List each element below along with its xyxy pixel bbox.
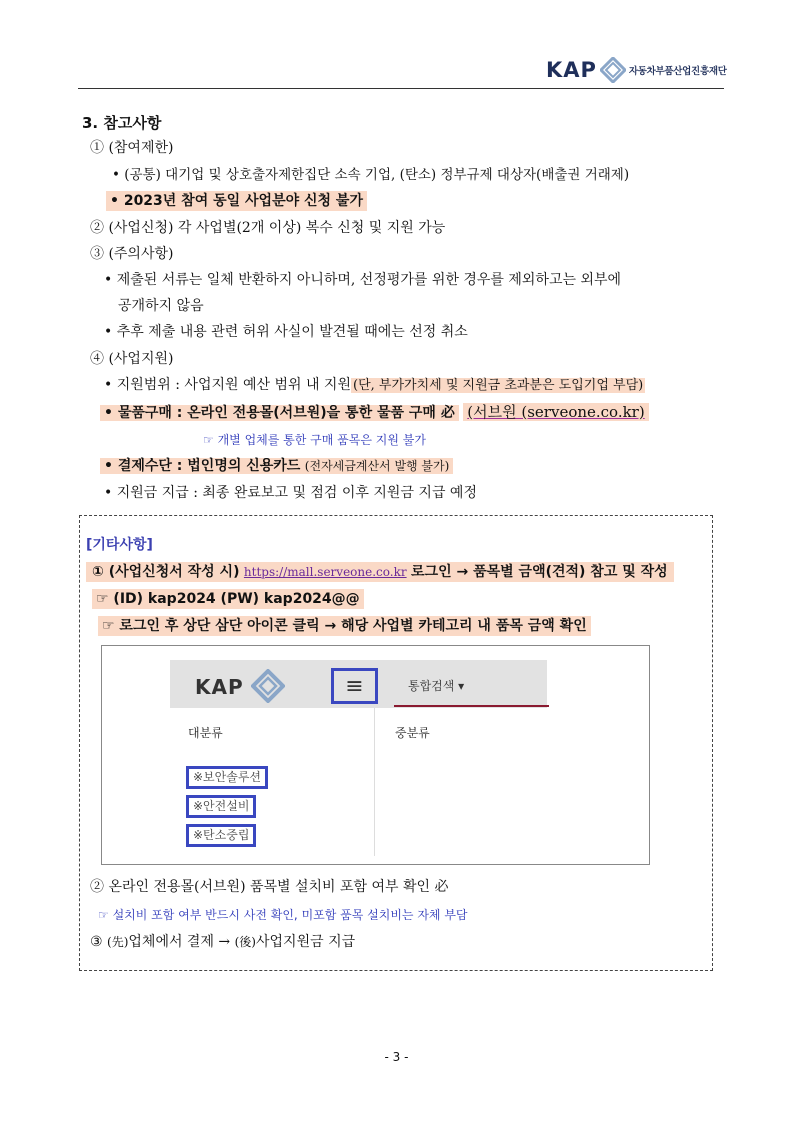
item4-label: ④ (사업지원) — [90, 351, 174, 367]
step3-end: 사업지원금 지급 — [256, 934, 356, 950]
item3-bullet1-b: 공개하지 않음 — [118, 298, 204, 314]
header-divider — [78, 88, 724, 89]
page-number: - 3 - — [384, 1050, 409, 1064]
login-tip: ☞ 로그인 후 상단 삼단 아이콘 클릭 → 해당 사업별 카테고리 내 품목 금액 확인 — [98, 616, 591, 636]
purchase-bold: • 물품구매 : 온라인 전용몰(서브원)을 통한 물품 구매 必 — [100, 405, 459, 421]
item1-bullet1: • (공통) 대기업 및 상호출자제한집단 소속 기업, (탄소) 정부규제 대상자(배출권 거래제) — [112, 167, 630, 183]
purchase-line — [100, 402, 649, 423]
box-title: [기타사항] — [86, 537, 153, 553]
mall-logo-diamond-icon — [251, 669, 285, 703]
category-carbon[interactable]: ※탄소중립 — [186, 824, 256, 847]
item3-bullet1-a: • 제출된 서류는 일체 반환하지 아니하며, 선정평가를 위한 경우를 제외하고는 외부에 — [104, 272, 622, 288]
item2: ② (사업신청) 각 사업별(2개 이상) 복수 신청 및 지원 가능 — [90, 220, 446, 236]
section-title: 3. 참고사항 — [82, 114, 162, 132]
grant-line: • 지원금 지급 : 최종 완료보고 및 점검 이후 지원금 지급 예정 — [104, 485, 477, 501]
scope-highlight: (단, 부가가치세 및 지원금 초과분은 도입기업 부담) — [353, 378, 644, 393]
payment-note: (전자세금계산서 발행 불가) — [304, 459, 450, 473]
payment-bold: • 결제수단 : 법인명의 신용카드 — [104, 458, 301, 474]
step3 — [90, 932, 355, 952]
hamburger-menu-icon[interactable]: ≡ — [331, 668, 378, 704]
category-safety[interactable]: ※안전설비 — [186, 795, 256, 818]
item3-bullet2: • 추후 제출 내용 관련 허위 사실이 발견될 때에는 선정 취소 — [104, 324, 468, 340]
header-logo — [546, 57, 727, 83]
step1-line — [86, 562, 674, 582]
payment-line — [100, 456, 453, 476]
scope-line — [104, 375, 645, 396]
integrated-search-dropdown[interactable]: 통합검색 ▾ — [408, 679, 465, 693]
mall-logo-text: KAP — [195, 675, 244, 699]
item3-label: ③ (주의사항) — [90, 246, 174, 262]
logo-text: KAP — [546, 58, 597, 82]
scope-prefix: • 지원범위 : 사업지원 예산 범위 내 지원 — [104, 377, 351, 393]
step3-before: (先) — [107, 935, 129, 949]
credentials: ☞ (ID) kap2024 (PW) kap2024@@ — [92, 589, 364, 609]
step3-after: (後) — [234, 935, 256, 949]
step2-note: ☞ 설치비 포함 여부 반드시 사전 확인, 미포함 품목 설치비는 자체 부담 — [98, 908, 468, 922]
mall-screenshot — [101, 645, 650, 865]
org-name: 자동차부품산업진흥재단 — [628, 66, 727, 77]
step3-num: ③ — [90, 934, 108, 950]
col-middle-heading: 중분류 — [395, 726, 430, 740]
item1-bullet2: • 2023년 참여 동일 사업분야 신청 불가 — [106, 191, 367, 211]
col-major-heading: 대분류 — [188, 726, 223, 740]
column-divider — [374, 708, 375, 856]
search-underline — [394, 705, 549, 707]
step2: ② 온라인 전용몰(서브원) 품목별 설치비 포함 여부 확인 必 — [90, 879, 449, 895]
kap-diamond-icon — [600, 57, 626, 83]
purchase-note: ☞ 개별 업체를 통한 구매 품목은 지원 불가 — [203, 433, 426, 447]
step1-prefix: ① (사업신청서 작성 시) — [92, 564, 240, 580]
step1-suffix: 로그인 → 품목별 금액(견적) 참고 및 작성 — [411, 564, 668, 580]
mall-link[interactable]: https://mall.serveone.co.kr — [243, 565, 407, 579]
category-security[interactable]: ※보안솔루션 — [186, 766, 268, 789]
item1-label: ① (참여제한) — [90, 140, 174, 156]
serveone-link[interactable]: (서브원 (serveone.co.kr) — [463, 403, 648, 421]
step3-mid: 업체에서 결제 → — [128, 934, 235, 950]
